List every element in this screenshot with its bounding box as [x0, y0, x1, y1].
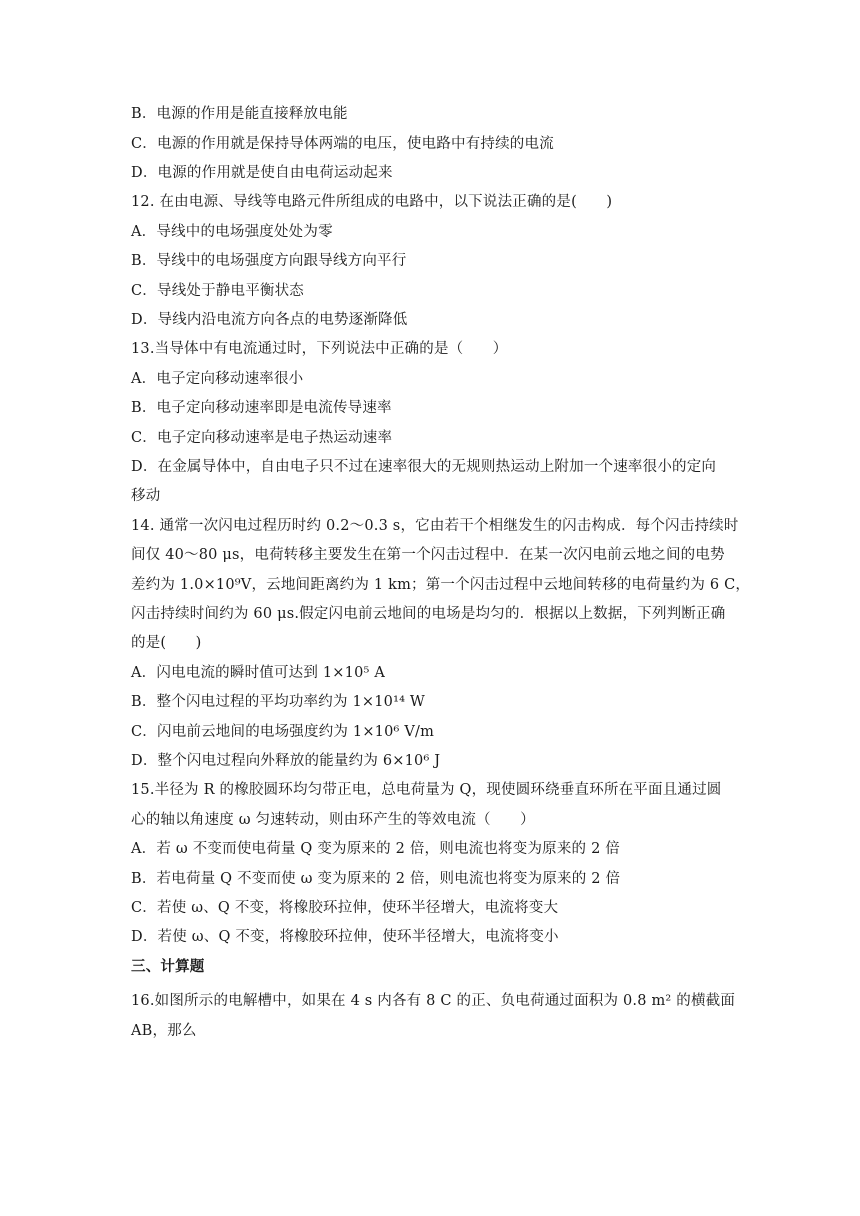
q16-stem-line1: 16.如图所示的电解槽中，如果在 4 s 内各有 8 C 的正、负电荷通过面积为 0.8 m² 的横截面: [131, 993, 736, 1009]
q12-option-b: B．导线中的电场强度方向跟导线方向平行: [131, 253, 407, 269]
section-heading-calculation: 三、计算题: [131, 958, 205, 975]
q16-stem-line2: AB，那么: [131, 1023, 197, 1039]
q14-stem-line5: 的是( ): [131, 635, 202, 651]
q13-stem: 13.当导体中有电流通过时，下列说法中正确的是（ ）: [131, 341, 508, 357]
q14-stem-line2: 间仅 40～80 μs，电荷转移主要发生在第一个闪击过程中．在某一次闪电前云地之间的电势: [131, 547, 725, 563]
q11-option-d: D．电源的作用就是使自由电荷运动起来: [131, 165, 393, 181]
q14-option-c: C．闪电前云地间的电场强度约为 1×10⁶ V/m: [131, 724, 435, 740]
q13-option-a: A．电子定向移动速率很小: [131, 371, 304, 387]
q15-option-c: C．若使 ω、Q 不变，将橡胶环拉伸，使环半径增大，电流将变大: [131, 900, 559, 916]
q13-option-b: B．电子定向移动速率即是电流传导速率: [131, 400, 392, 416]
q13-option-c: C．电子定向移动速率是电子热运动速率: [131, 430, 393, 446]
q14-stem-line3: 差约为 1.0×10⁹V，云地间距离约为 1 km；第一个闪击过程中云地间转移的电荷量约为 6 C，: [131, 577, 751, 593]
q11-option-c: C．电源的作用就是保持导体两端的电压，使电路中有持续的电流: [131, 136, 554, 152]
q15-option-d: D．若使 ω、Q 不变，将橡胶环拉伸，使环半径增大，电流将变小: [131, 929, 559, 945]
q12-stem: 12. 在由电源、导线等电路元件所组成的电路中，以下说法正确的是( ): [131, 194, 613, 210]
q14-stem-line4: 闪击持续时间约为 60 μs.假定闪电前云地间的电场是均匀的．根据以上数据，下列判断正确: [131, 606, 726, 622]
q11-option-b: B．电源的作用是能直接释放电能: [131, 106, 348, 122]
q14-option-d: D．整个闪电过程向外释放的能量约为 6×10⁶ J: [131, 753, 441, 769]
q12-option-c: C．导线处于静电平衡状态: [131, 283, 304, 299]
q15-option-a: A．若 ω 不变而使电荷量 Q 变为原来的 2 倍，则电流也将变为原来的 2 倍: [131, 841, 621, 857]
q13-option-d-cont: 移动: [131, 488, 161, 504]
q14-stem-line1: 14. 通常一次闪电过程历时约 0.2～0.3 s，它由若干个相继发生的闪击构成．每个闪击持续时: [131, 518, 739, 534]
q13-option-d: D．在金属导体中，自由电子只不过在速率很大的无规则热运动上附加一个速率很小的定向: [131, 459, 717, 475]
q15-option-b: B．若电荷量 Q 不变而使 ω 变为原来的 2 倍，则电流也将变为原来的 2 倍: [131, 871, 621, 887]
q12-option-d: D．导线内沿电流方向各点的电势逐渐降低: [131, 312, 408, 328]
q14-option-a: A．闪电电流的瞬时值可达到 1×10⁵ A: [131, 665, 385, 681]
q12-option-a: A．导线中的电场强度处处为零: [131, 224, 333, 240]
q15-stem-line1: 15.半径为 R 的橡胶圆环均匀带正电，总电荷量为 Q，现使圆环绕垂直环所在平面且通过圆: [131, 782, 722, 798]
q15-stem-line2: 心的轴以角速度 ω 匀速转动，则由环产生的等效电流（ ）: [131, 812, 535, 828]
q14-option-b: B．整个闪电过程的平均功率约为 1×10¹⁴ W: [131, 694, 426, 710]
